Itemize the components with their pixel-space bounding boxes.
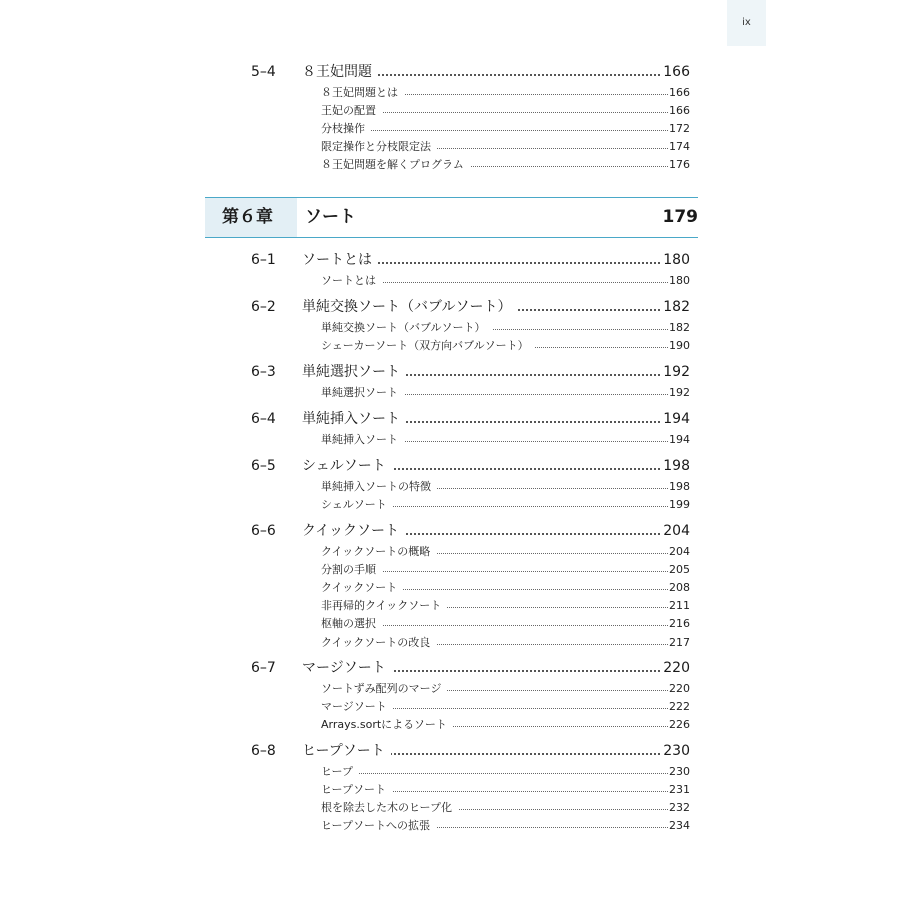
section-row (0, 296, 900, 318)
subsection-title: 枢軸の選択 (321, 615, 382, 633)
subsection-row (0, 615, 900, 633)
section-page: 182 (661, 296, 690, 318)
subsection-row (0, 763, 900, 781)
subsection-page: 232 (668, 799, 690, 817)
section-page: 192 (661, 361, 690, 383)
chapter-label: 第６章 (222, 207, 273, 227)
section-page: 230 (661, 740, 690, 762)
subsection-title: Arrays.sortによるソート (321, 716, 453, 734)
chapter-page: 179 (662, 207, 698, 227)
subsection-page: 217 (668, 634, 690, 652)
subsection-page: 230 (668, 763, 690, 781)
subsection-row (0, 138, 900, 156)
subsection-row (0, 716, 900, 734)
section-number: 6–5 (251, 458, 276, 474)
subsection-page: 211 (668, 597, 690, 615)
section-number: 6–3 (251, 364, 276, 380)
section-number: 6–1 (251, 252, 276, 268)
subsection-page: 216 (668, 615, 690, 633)
subsection-page: 194 (668, 431, 690, 449)
subsection-page: 166 (668, 102, 690, 120)
subsection-row (0, 156, 900, 174)
subsection-page: 192 (668, 384, 690, 402)
page-number-tab (727, 0, 766, 46)
section-title: 単純選択ソート (302, 361, 406, 383)
section-page: 220 (661, 657, 690, 679)
subsection-page: 208 (668, 579, 690, 597)
subsection-title: ソートとは (321, 272, 382, 290)
section-page: 180 (661, 249, 690, 271)
subsection-row (0, 478, 900, 496)
subsection-row (0, 319, 900, 337)
subsection-row (0, 799, 900, 817)
section-number: 6–8 (251, 743, 276, 759)
subsection-title: 非再帰的クイックソート (321, 597, 447, 615)
section-row (0, 520, 900, 542)
dot-leader (321, 773, 688, 774)
subsection-row (0, 680, 900, 698)
subsection-page: 198 (668, 478, 690, 496)
section-title: 単純挿入ソート (302, 408, 406, 430)
subsection-row (0, 634, 900, 652)
section-row (0, 740, 900, 762)
subsection-title: 単純挿入ソートの特徴 (321, 478, 437, 496)
subsection-page: 166 (668, 84, 690, 102)
subsection-row (0, 384, 900, 402)
page-number: ix (742, 17, 751, 28)
dot-leader (321, 130, 688, 131)
subsection-page: 199 (668, 496, 690, 514)
subsection-title: 分枝操作 (321, 120, 371, 138)
section-row (0, 455, 900, 477)
subsection-title: 単純挿入ソート (321, 431, 404, 449)
subsection-page: 220 (668, 680, 690, 698)
subsection-page: 234 (668, 817, 690, 835)
chapter-title: ソート (305, 207, 356, 227)
section-row (0, 249, 900, 271)
subsection-title: ８王妃問題を解くプログラム (321, 156, 470, 174)
subsection-page: 182 (668, 319, 690, 337)
section-title: マージソート (302, 657, 392, 679)
subsection-page: 174 (668, 138, 690, 156)
subsection-title: 根を除去した木のヒープ化 (321, 799, 458, 817)
section-number: 6–2 (251, 299, 276, 315)
section-number: 5–4 (251, 64, 276, 80)
subsection-row (0, 337, 900, 355)
subsection-title: クイックソート (321, 579, 403, 597)
section-row (0, 657, 900, 679)
subsection-row (0, 698, 900, 716)
subsection-page: 222 (668, 698, 690, 716)
section-title: ８王妃問題 (302, 61, 378, 83)
subsection-row (0, 272, 900, 290)
section-row (0, 361, 900, 383)
subsection-page: 231 (668, 781, 690, 799)
subsection-title: 単純選択ソート (321, 384, 404, 402)
subsection-title: ヒープソートへの拡張 (321, 817, 436, 835)
section-page: 194 (661, 408, 690, 430)
section-title: 単純交換ソート（バブルソート） (302, 296, 517, 318)
subsection-title: クイックソートの概略 (321, 543, 436, 561)
subsection-row (0, 84, 900, 102)
section-page: 166 (661, 61, 690, 83)
subsection-row (0, 496, 900, 514)
subsection-row (0, 120, 900, 138)
subsection-title: ヒープソート (321, 781, 392, 799)
subsection-row (0, 781, 900, 799)
subsection-page: 205 (668, 561, 690, 579)
subsection-title: シェーカーソート（双方向バブルソート） (321, 337, 535, 355)
subsection-row (0, 102, 900, 120)
chapter-heading (205, 197, 698, 238)
section-number: 6–6 (251, 523, 276, 539)
section-title: ソートとは (302, 249, 378, 271)
section-title: ヒープソート (302, 740, 391, 762)
subsection-page: 204 (668, 543, 690, 561)
section-row (0, 408, 900, 430)
subsection-row (0, 579, 900, 597)
section-page: 198 (661, 455, 690, 477)
section-title: シェルソート (302, 455, 392, 477)
subsection-title: シェルソート (321, 496, 393, 514)
subsection-title: 単純交換ソート（バブルソート） (321, 319, 492, 337)
section-number: 6–4 (251, 411, 276, 427)
section-page: 204 (661, 520, 690, 542)
subsection-title: マージソート (321, 698, 393, 716)
subsection-page: 176 (668, 156, 690, 174)
subsection-page: 190 (668, 337, 690, 355)
subsection-title: ８王妃問題とは (321, 84, 404, 102)
subsection-title: ヒープ (321, 763, 359, 781)
subsection-title: クイックソートの改良 (321, 634, 436, 652)
subsection-title: 限定操作と分枝限定法 (321, 138, 437, 156)
subsection-row (0, 597, 900, 615)
section-row (0, 61, 900, 83)
subsection-title: 王妃の配置 (321, 102, 382, 120)
subsection-row (0, 431, 900, 449)
section-title: クイックソート (302, 520, 405, 542)
subsection-row (0, 817, 900, 835)
section-number: 6–7 (251, 660, 276, 676)
subsection-page: 226 (668, 716, 690, 734)
subsection-page: 172 (668, 120, 690, 138)
subsection-row (0, 543, 900, 561)
subsection-title: 分割の手順 (321, 561, 382, 579)
subsection-row (0, 561, 900, 579)
subsection-page: 180 (668, 272, 690, 290)
subsection-title: ソートずみ配列のマージ (321, 680, 447, 698)
